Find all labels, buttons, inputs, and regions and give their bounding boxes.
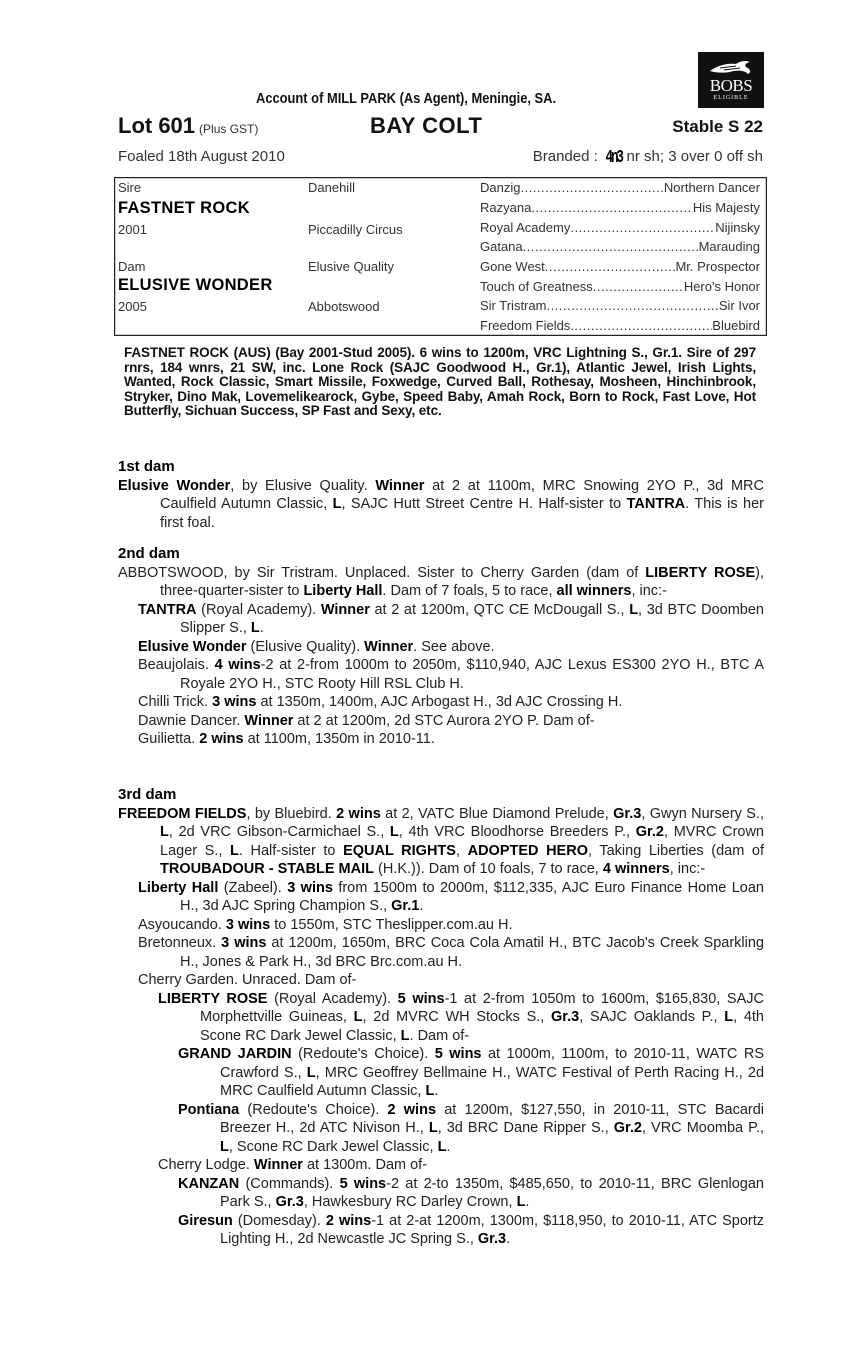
vendor-account: Account of MILL PARK (As Agent), Meningie, SA. xyxy=(256,90,557,107)
ggp-left: Touch of Greatness xyxy=(480,279,593,294)
progeny-entry: Elusive Wonder (Elusive Quality). Winner. See above. xyxy=(138,638,495,655)
ggp-right: Bluebird xyxy=(712,318,760,333)
progeny-entry: Chilli Trick. 3 wins at 1350m, 1400m, AJC Arbogast H., 3d AJC Crossing H. xyxy=(138,694,623,710)
granddam-maternal: Abbotswood xyxy=(308,299,380,314)
dam-entry: ABBOTSWOOD, by Sir Tristram. Unplaced. Sister to Cherry Garden (dam of LIBERTY ROSE), three-quarter-sister to Liberty Hall. Dam of 7 foals, 5 to race, all winners, inc:- xyxy=(118,564,765,599)
horse-head-icon xyxy=(706,57,756,77)
progeny-entry: Giresun (Domesday). 2 wins-1 at 2-at 1200m, 1300m, $118,950, to 2010-11, ATC Sportz Lighting H., 2d Newcastle JC Spring S., Gr.3. xyxy=(178,1212,764,1247)
ggp-left: Freedom Fields xyxy=(480,318,571,333)
progeny-entry: KANZAN (Commands). 5 wins-2 at 2-to 1350m, $485,650, to 2010-11, BRC Glenlogan Park S., Gr.3, Hawkesbury RC Darley Crown, L. xyxy=(178,1175,764,1210)
progeny-entry: Bretonneux. 3 wins at 1200m, 1650m, BRC Coca Cola Amatil H., BTC Jacob's Creek Sparkling H., Jones & Park H., 3d BRC Brc.com.au H. xyxy=(138,935,764,970)
ggp-row xyxy=(480,180,760,195)
progeny-entry: Guilietta. 2 wins at 1100m, 1350m in 2010-11. xyxy=(138,731,435,747)
progeny-entry: Beaujolais. 4 wins-2 at 2-from 1000m to 2050m, $110,940, AJC Lexus ES300 2YO H., BTC A Royale 2YO H., STC Rooty Hill RSL Club H. xyxy=(138,657,765,692)
ggp-row xyxy=(480,318,760,333)
ggp-left: Royal Academy xyxy=(480,220,571,235)
branded-info xyxy=(533,148,763,168)
brand-mark: 4n3 xyxy=(605,148,622,168)
section-heading: 2nd dam xyxy=(118,545,180,562)
ggp-left: Danzig xyxy=(480,180,521,195)
lot-number xyxy=(118,113,258,139)
lot-label: Lot 601 xyxy=(118,113,196,138)
section-heading: 1st dam xyxy=(118,458,175,475)
ggp-row xyxy=(480,239,760,254)
lot-row xyxy=(118,113,763,141)
dam-entry: Elusive Wonder, by Elusive Quality. Winner at 2 at 1100m, MRC Snowing 2YO P., 3d MRC Caulfield Autumn Classic, L, SAJC Hutt Street Centre H. Half-sister to TANTRA. This is her first foal. xyxy=(118,477,765,531)
ggp-right: Mr. Prospector xyxy=(675,259,760,274)
logo-title: BOBS xyxy=(709,76,753,95)
branded-label: Branded : xyxy=(532,148,598,165)
logo-subtitle: ELIGIBLE xyxy=(713,95,749,101)
ggp-left: Sir Tristram xyxy=(480,298,547,313)
granddam-paternal: Piccadilly Circus xyxy=(308,222,403,237)
ggp-row xyxy=(480,298,760,313)
stable-number: Stable S 22 xyxy=(672,117,763,136)
branded-detail: nr sh; 3 over 0 off sh xyxy=(626,148,763,165)
sire-biography: FASTNET ROCK (AUS) (Bay 2001-Stud 2005). 6 wins to 1200m, VRC Lightning S., Gr.1. Sire of 297 rnrs, 184 wnrs, 21 SW, inc. Lone Rock (SAJC Goodwood H., Gr.1), Atlantic Jewel, Irish Lights, Wanted, Rock Classic, Smart Missile, Foxwedge, Curved Ball, Rothesay, Mosheen, Hinchinbrook, Stryker, Dino Mak, Lovemelikearock, Gybe, Speed Baby, Amah Rock, Born to Rock, Fast Love, Hot Butterfly, Sichuan Success, SP Fast and Sexy, etc. xyxy=(124,345,756,419)
ggp-right: Sir Ivor xyxy=(718,298,760,313)
ggp-row xyxy=(480,220,760,235)
grandsire-maternal: Elusive Quality xyxy=(308,259,394,274)
bobs-eligible-logo xyxy=(698,52,764,108)
dam-year: 2005 xyxy=(118,299,147,314)
progeny-entry: TANTRA (Royal Academy). Winner at 2 at 1200m, QTC CE McDougall S., L, 3d BTC Doomben Slipper S., L. xyxy=(138,601,764,636)
dam-label: Dam xyxy=(118,259,146,274)
dam-entry: FREEDOM FIELDS, by Bluebird. 2 wins at 2, VATC Blue Diamond Prelude, Gr.3, Gwyn Nursery S., L, 2d VRC Gibson-Carmichael S., L, 4th VRC Bloodhorse Breeders P., Gr.2, MVRC Crown Lager S., L. Half-sister to EQUAL RIGHTS, ADOPTED HERO, Taking Liberties (dam of TROUBADOUR - STABLE MAIL (H.K.)). Dam of 10 foals, 7 to race, 4 winners, inc:- xyxy=(118,805,765,877)
second-dam-section xyxy=(118,545,764,749)
ggp-right: Northern Dancer xyxy=(663,180,760,195)
horse-description: BAY COLT xyxy=(370,113,483,138)
progeny-entry: Cherry Garden. Unraced. Dam of- xyxy=(138,972,357,988)
ggp-row xyxy=(480,259,760,274)
ggp-left: Razyana xyxy=(480,200,532,215)
ggp-left: Gatana xyxy=(480,239,523,254)
section-heading: 3rd dam xyxy=(118,786,177,803)
ggp-row xyxy=(480,279,760,294)
first-dam-section xyxy=(118,458,764,532)
ggp-right: Nijinsky xyxy=(715,220,760,235)
gst-note: (Plus GST) xyxy=(199,122,259,136)
third-dam-section xyxy=(118,786,764,1249)
ggp-left: Gone West xyxy=(480,259,545,274)
sire-year: 2001 xyxy=(118,222,147,237)
sire-name: FASTNET ROCK xyxy=(118,199,250,217)
grandsire-paternal: Danehill xyxy=(308,180,355,195)
progeny-entry: LIBERTY ROSE (Royal Academy). 5 wins-1 at 2-from 1050m to 1600m, $165,830, SAJC Morphettville Guineas, L, 2d MVRC WH Stocks S., Gr.3, SAJC Oaklands P., L, 4th Scone RC Dark Jewel Classic, L. Dam of- xyxy=(158,990,765,1044)
dam-name: ELUSIVE WONDER xyxy=(118,276,273,294)
ggp-right: Hero's Honor xyxy=(683,279,760,294)
foaled-date: Foaled 18th August 2010 xyxy=(118,148,285,165)
progeny-entry: Cherry Lodge. Winner at 1300m. Dam of- xyxy=(158,1157,428,1173)
progeny-entry: Asyoucando. 3 wins to 1550m, STC Theslipper.com.au H. xyxy=(138,916,513,933)
progeny-entry: Liberty Hall (Zabeel). 3 wins from 1500m to 2000m, $112,335, AJC Euro Finance Home Loan H., 3d AJC Spring Champion S., Gr.1. xyxy=(138,879,764,914)
progeny-entry: Dawnie Dancer. Winner at 2 at 1200m, 2d STC Aurora 2YO P. Dam of- xyxy=(138,712,595,729)
progeny-entry: Pontiana (Redoute's Choice). 2 wins at 1200m, $127,550, in 2010-11, STC Bacardi Breezer H., 2d ATC Nivison H., L, 3d BRC Dane Ripper S., Gr.2, VRC Moomba P., L, Scone RC Dark Jewel Classic, L. xyxy=(178,1101,765,1155)
ggp-right: His Majesty xyxy=(692,200,760,215)
sire-label: Sire xyxy=(118,180,142,195)
ggp-row xyxy=(480,200,760,215)
progeny-entry: GRAND JARDIN (Redoute's Choice). 5 wins at 1000m, 1100m, to 2010-11, WATC RS Crawford S., L, MRC Geoffrey Bellmaine H., WATC Festival of Perth Racing H., 2d MRC Caulfield Autumn Classic, L. xyxy=(178,1046,765,1099)
ggp-right: Marauding xyxy=(698,239,760,254)
